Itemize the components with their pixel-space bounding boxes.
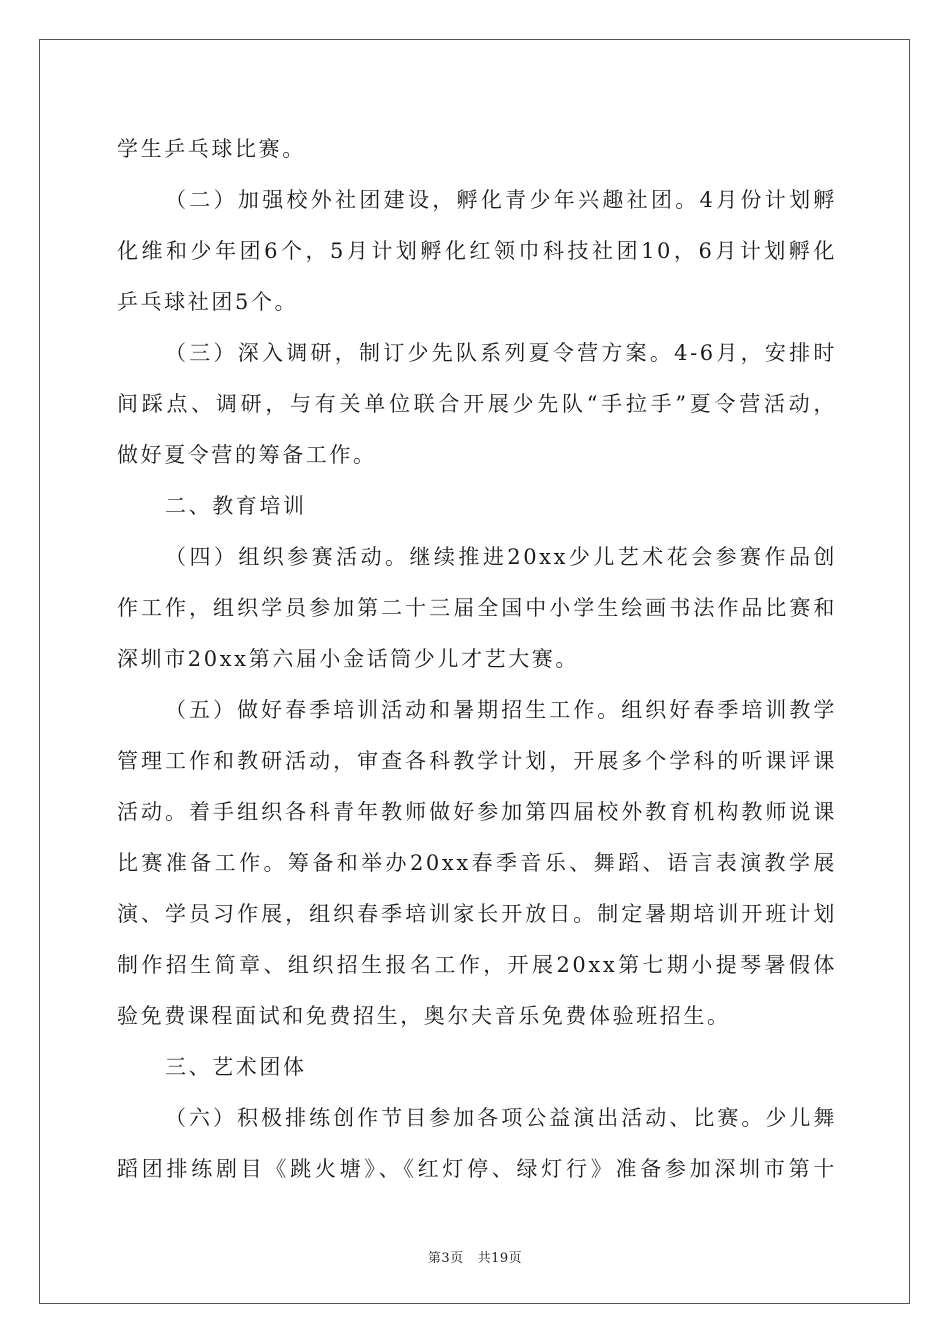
document-body (117, 124, 837, 1195)
text-line: （六）积极排练创作节目参加各项公益演出活动、比赛。少儿舞 (165, 1106, 837, 1130)
text-line: （四）组织参赛活动。继续推进20xx少儿艺术花会参赛作品创 (165, 545, 837, 569)
text-line: 三、艺术团体 (165, 1055, 307, 1079)
text-line: 验免费课程面试和免费招生，奥尔夫音乐免费体验班招生。 (117, 1004, 731, 1028)
page-total: 共19页 (477, 1251, 523, 1266)
text-line: 化维和少年团6个，5月计划孵化红领巾科技社团10，6月计划孵化 (117, 239, 837, 263)
text-line: （三）深入调研，制订少先队系列夏令营方案。4-6月，安排时 (165, 341, 837, 365)
text-line: 蹈团排练剧目《跳火塘》、《红灯停、绿灯行》准备参加深圳市第十 (117, 1157, 837, 1181)
text-line: 制作招生简章、组织招生报名工作，开展20xx第七期小提琴暑假体 (117, 953, 837, 977)
text-line: 做好夏令营的筹备工作。 (117, 443, 377, 467)
text-line: 作工作，组织学员参加第二十三届全国中小学生绘画书法作品比赛和 (117, 596, 837, 620)
page-footer (0, 1247, 950, 1266)
text-line: （五）做好春季培训活动和暑期招生工作。组织好春季培训教学 (165, 698, 837, 722)
text-line: 演、学员习作展，组织春季培训家长开放日。制定暑期培训开班计划 (117, 902, 837, 926)
text-line: 活动。着手组织各科青年教师做好参加第四届校外教育机构教师说课 (117, 800, 837, 824)
text-line: 管理工作和教研活动，审查各科教学计划，开展多个学科的听课评课 (117, 749, 837, 773)
text-line: 乒乓球社团5个。 (117, 290, 299, 314)
text-line: （二）加强校外社团建设，孵化青少年兴趣社团。4月份计划孵 (165, 188, 837, 212)
page-number: 第3页 (427, 1251, 464, 1266)
text-line: 深圳市20xx第六届小金话筒少儿才艺大赛。 (117, 647, 580, 671)
text-line: 二、教育培训 (165, 494, 307, 518)
text-line: 间踩点、调研，与有关单位联合开展少先队“手拉手”夏令营活动， (117, 392, 837, 416)
text-line: 学生乒乓球比赛。 (117, 137, 306, 161)
text-line: 比赛准备工作。筹备和举办20xx春季音乐、舞蹈、语言表演教学展 (117, 851, 837, 875)
